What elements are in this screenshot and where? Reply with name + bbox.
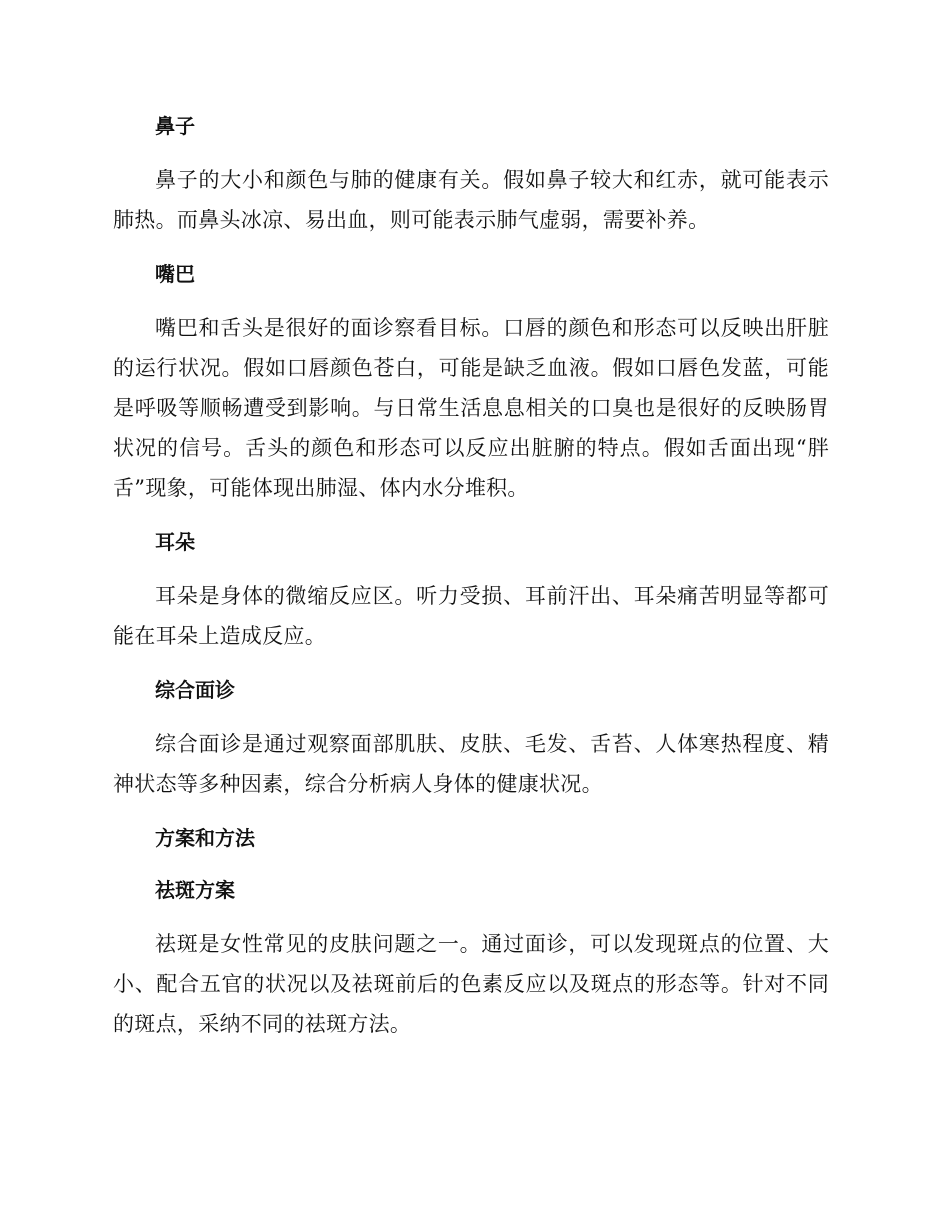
section-heading-nose: 鼻子 xyxy=(155,114,195,138)
section-body-nose: 鼻子的大小和颜色与肺的健康有关。假如鼻子较大和红赤，就可能表示肺热。而鼻头冰凉、易出血，则可能表示肺气虚弱，需要补养。 xyxy=(113,168,829,232)
chapter-heading-methods: 方案和方法 xyxy=(155,826,255,850)
section-heading-ears: 耳朵 xyxy=(155,530,195,554)
section-heading-freckle-removal: 祛斑方案 xyxy=(155,878,235,902)
section-body-comprehensive: 综合面诊是通过观察面部肌肤、皮肤、毛发、舌苔、人体寒热程度、精神状态等多种因素，综合分析病人身体的健康状况。 xyxy=(113,732,829,796)
section-body-mouth: 嘴巴和舌头是很好的面诊察看目标。口唇的颜色和形态可以反映出肝脏的运行状况。假如口唇颜色苍白，可能是缺乏血液。假如口唇色发蓝，可能是呼吸等顺畅遭受到影响。与日常生活息息相关的口臭也是很好的反映肠胃状况的信号。舌头的颜色和形态可以反应出脏腑的特点。假如舌面出现“胖舌”现象，可能体现出肺湿、体内水分堆积。 xyxy=(113,316,829,500)
document-page xyxy=(113,108,829,1060)
section-body-ears: 耳朵是身体的微缩反应区。听力受损、耳前汗出、耳朵痛苦明显等都可能在耳朵上造成反应。 xyxy=(113,584,829,648)
section-heading-comprehensive: 综合面诊 xyxy=(155,678,235,702)
section-body-freckle-removal: 祛斑是女性常见的皮肤问题之一。通过面诊，可以发现斑点的位置、大小、配合五官的状况以及祛斑前后的色素反应以及斑点的形态等。针对不同的斑点，采纳不同的祛斑方法。 xyxy=(113,932,829,1036)
section-heading-mouth: 嘴巴 xyxy=(155,262,195,286)
